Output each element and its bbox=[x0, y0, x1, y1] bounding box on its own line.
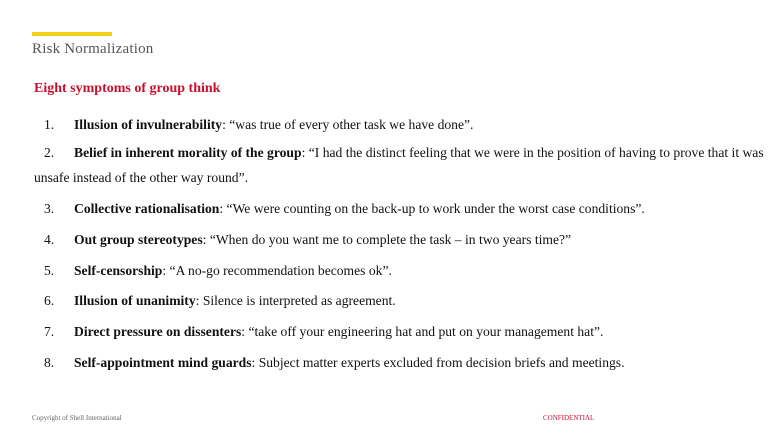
list-item bbox=[34, 140, 764, 190]
item-number: 2. bbox=[44, 145, 55, 160]
item-description: : “When do you want me to complete the task – in two years time?” bbox=[202, 232, 572, 247]
list-item bbox=[34, 288, 764, 313]
item-description: : Subject matter experts excluded from decision briefs and meetings. bbox=[251, 355, 625, 370]
item-number: 1. bbox=[44, 117, 55, 132]
section-heading: Eight symptoms of group think bbox=[34, 81, 221, 96]
list-item bbox=[34, 258, 764, 283]
item-term: Self-appointment mind guards bbox=[74, 355, 252, 370]
item-description: : “I had the distinct feeling that we were in the position of having to prove that it was unsafe instead of the other way round”. bbox=[34, 145, 764, 185]
item-description: : “We were counting on the back-up to work under the worst case conditions”. bbox=[219, 201, 645, 216]
item-number: 6. bbox=[44, 293, 55, 308]
item-term: Self-censorship bbox=[74, 263, 163, 278]
list-item bbox=[34, 350, 764, 375]
list-item bbox=[34, 319, 764, 344]
list-item bbox=[34, 227, 764, 252]
item-term: Belief in inherent morality of the group bbox=[74, 145, 302, 160]
item-description: : “was true of every other task we have done”. bbox=[222, 117, 474, 132]
copyright-footer: Copyright of Shell International bbox=[32, 414, 122, 422]
confidential-label: CONFIDENTIAL bbox=[543, 414, 595, 422]
title-accent-bar bbox=[32, 32, 112, 36]
slide-title: Risk Normalization bbox=[32, 41, 154, 57]
item-term: Collective rationalisation bbox=[74, 201, 220, 216]
item-term: Direct pressure on dissenters bbox=[74, 324, 242, 339]
item-number: 3. bbox=[44, 201, 55, 216]
list-item bbox=[34, 112, 764, 137]
item-description: : “take off your engineering hat and put on your management hat”. bbox=[241, 324, 604, 339]
item-description: : Silence is interpreted as agreement. bbox=[195, 293, 396, 308]
list-item bbox=[34, 196, 764, 221]
item-number: 8. bbox=[44, 355, 55, 370]
item-term: Illusion of invulnerability bbox=[74, 117, 223, 132]
item-number: 7. bbox=[44, 324, 55, 339]
item-term: Out group stereotypes bbox=[74, 232, 203, 247]
item-number: 5. bbox=[44, 263, 55, 278]
item-description: : “A no-go recommendation becomes ok”. bbox=[162, 263, 392, 278]
item-number: 4. bbox=[44, 232, 55, 247]
item-term: Illusion of unanimity bbox=[74, 293, 196, 308]
